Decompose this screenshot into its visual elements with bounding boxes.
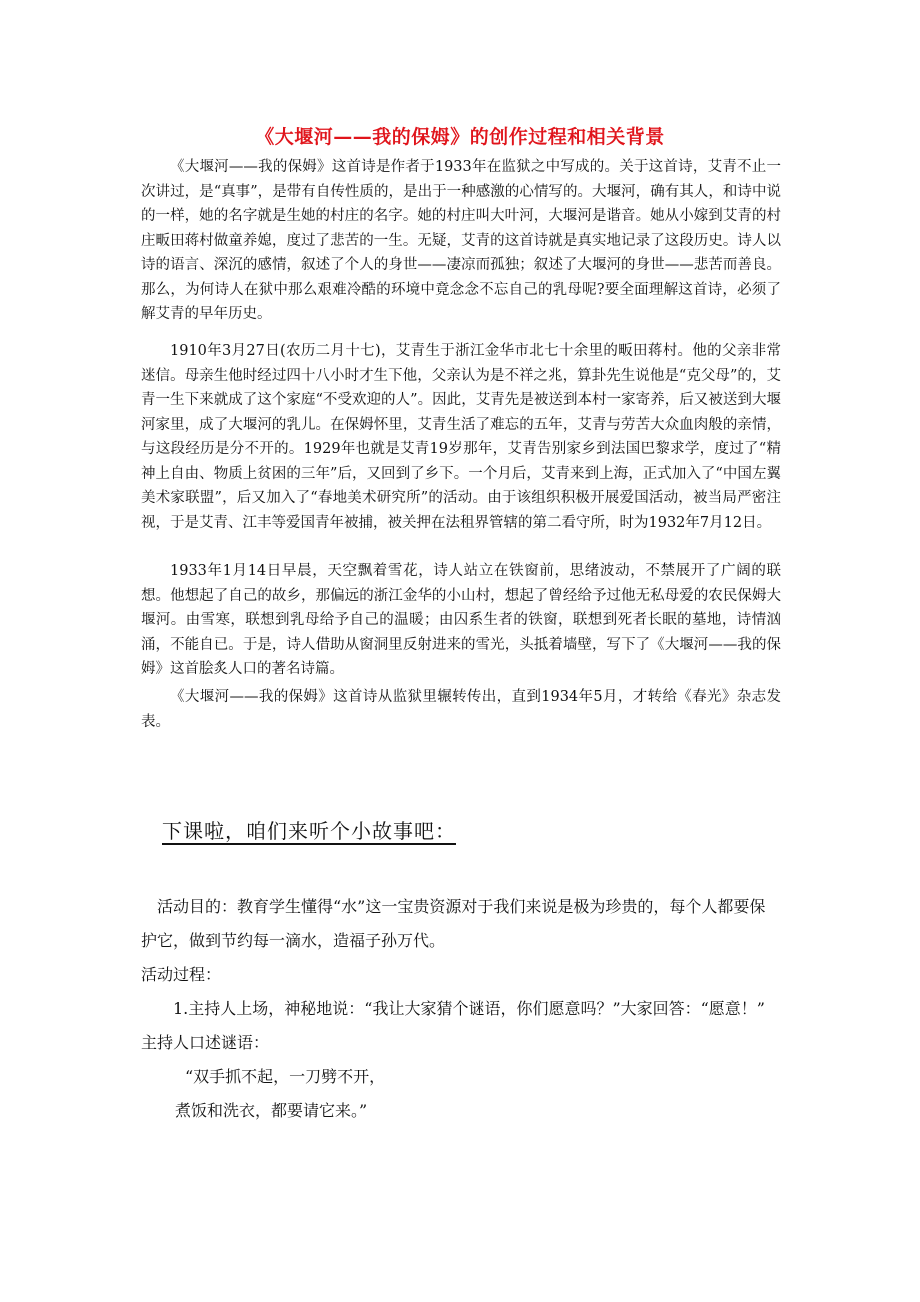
activity-step: 1.主持人上场，神秘地说：“我让大家猜个谜语，你们愿意吗？”大家回答：“愿意！”: [173, 999, 765, 1018]
article-body: [141, 155, 781, 327]
activity-process-label: 活动过程：: [141, 965, 222, 984]
riddle-line: 煮饭和洗衣，都要请它来。”: [175, 1101, 368, 1120]
article-body: [141, 339, 781, 535]
article-paragraph: 1933年1月14日早晨，天空飘着雪花，诗人站立在铁窗前，思绪波动，不禁展开了广阔的联想。他想起了自己的故乡，那偏远的浙江金华的小山村，想起了曾经给予过他无私母爱的农民保姆大堰河。由雪寒，联想到乳母给予自己的温暖；由囚系生者的铁窗，联想到死者长眠的墓地，诗情汹涌，不能自已。于是，诗人借助从窗洞里反射进来的雪光，头抵着墙壁，写下了《大堰河——我的保姆》这首脍炙人口的著名诗篇。: [141, 563, 781, 677]
article-paragraph: 《大堰河——我的保姆》这首诗是作者于1933年在监狱之中写成的。关于这首诗，艾青不止一次讲过，是“真事”，是带有自传性质的，是出于一种感激的心情写的。大堰河，确有其人，和诗中说的一样，她的名字就是生她的村庄的名字。她的村庄叫大叶河，大堰河是谐音。她从小嫁到艾青的村庄畈田蒋村做童养媳，度过了悲苦的一生。无疑，艾青的这首诗就是真实地记录了这段历史。诗人以诗的语言、深沉的感情，叙述了个人的身世——凄凉而孤独；叙述了大堰河的身世——悲苦而善良。那么，为何诗人在狱中那么艰难冷酷的环境中竟念念不忘自己的乳母呢?要全面理解这首诗，必须了解艾青的早年历史。: [141, 159, 781, 322]
activity-section: [141, 890, 781, 1128]
activity-goal: 活动目的：教育学生懂得“水”这一宝贵资源对于我们来说是极为珍贵的，每个人都要保护它，做到节约每一滴水，造福子孙万代。: [141, 897, 766, 950]
riddle-line: “双手抓不起，一刀劈不开，: [185, 1067, 386, 1086]
article-paragraph: 《大堰河——我的保姆》这首诗从监狱里辗转传出，直到1934年5月，才转给《春光》杂志发表。: [141, 689, 781, 730]
article-body: [141, 559, 781, 682]
article-paragraph: 1910年3月27日(农历二月十七)，艾青生于浙江金华市北七十余里的畈田蒋村。他的父亲非常迷信。母亲生他时经过四十八小时才生下他，父亲认为是不祥之兆，算卦先生说他是“克父母”的，艾青一生下来就成了这个家庭“不受欢迎的人”。因此，艾青先是被送到本村一家寄养，后又被送到大堰河家里，成了大堰河的乳儿。在保姆怀里，艾青生活了难忘的五年，艾青与劳苦大众血肉般的亲情，与这段经历是分不开的。1929年也就是艾青19岁那年，艾青告别家乡到法国巴黎求学，度过了“精神上自由、物质上贫困的三年”后，又回到了乡下。一个月后，艾青来到上海，正式加入了“中国左翼美术家联盟”，后又加入了“春地美术研究所”的活动。由于该组织积极开展爱国活动，被当局严密注视，于是艾青、江丰等爱国青年被捕，被关押在法租界管辖的第二看守所，时为1932年7月12日。: [141, 343, 781, 531]
document-title: 《大堰河——我的保姆》的创作过程和相关背景: [255, 126, 665, 148]
article-body: [141, 685, 781, 734]
story-heading: 下课啦，咱们来听个小故事吧：: [162, 819, 456, 843]
riddle-intro: 主持人口述谜语：: [141, 1033, 270, 1052]
